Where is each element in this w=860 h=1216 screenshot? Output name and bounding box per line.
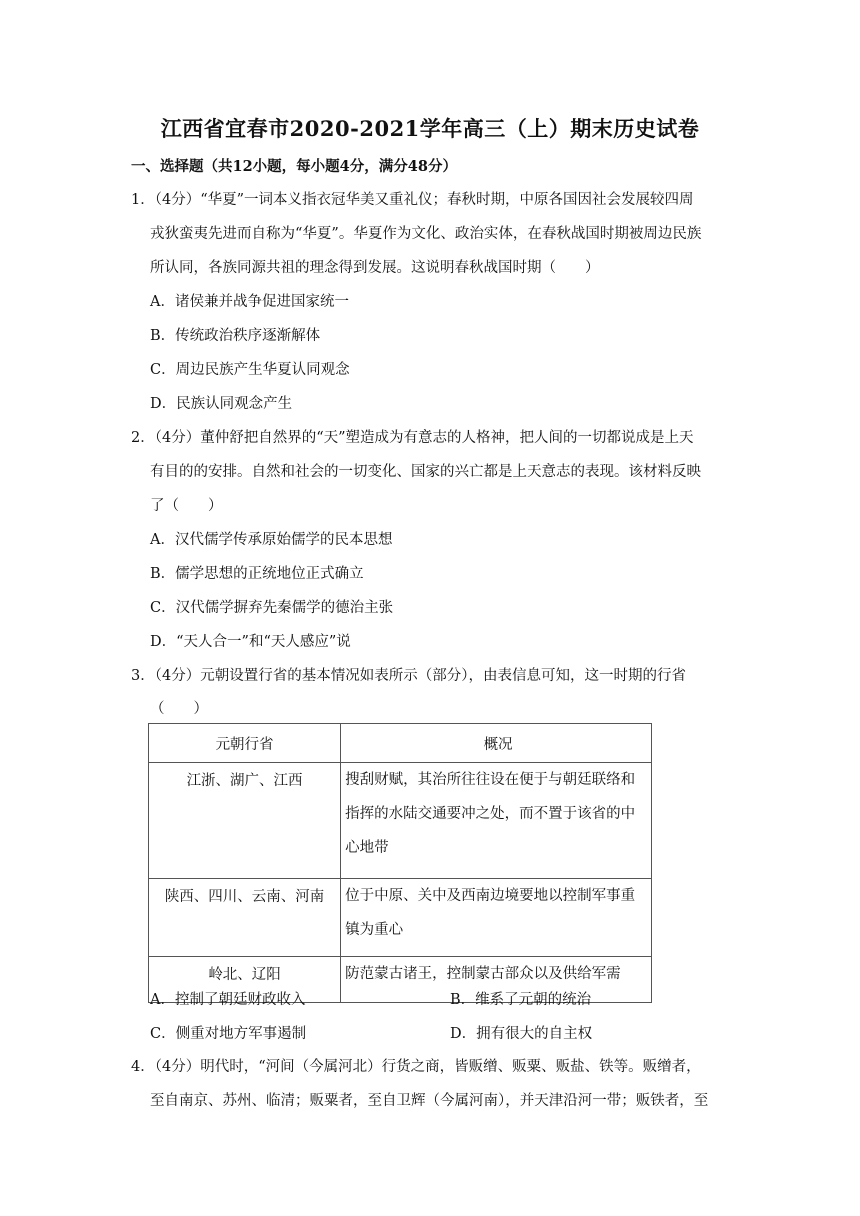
table-cell-region: 岭北、辽阳 xyxy=(149,957,341,1003)
question-4-line-2: 至自南京、苏州、临清；贩粟者，至自卫辉（今属河南），并天津沿河一带；贩铁者，至 xyxy=(150,1093,709,1109)
question-1-line-2: 戎狄蛮夷先进而自称为“华夏”。华夏作为文化、政治实体，在春秋战国时期被周边民族 xyxy=(150,226,702,242)
question-2-option-c[interactable]: C．汉代儒学摒弃先秦儒学的德治主张 xyxy=(150,600,394,616)
question-1-option-b[interactable]: B．传统政治秩序逐渐解体 xyxy=(150,328,321,344)
table-row xyxy=(149,879,652,957)
table-row xyxy=(149,763,652,879)
province-table xyxy=(148,723,652,1003)
question-2-line-2: 有目的的安排。自然和社会的一切变化、国家的兴亡都是上天意志的表现。该材料反映 xyxy=(150,464,701,480)
table-header-overview: 概况 xyxy=(341,724,652,763)
table-cell-desc xyxy=(341,879,652,957)
question-3-option-a[interactable]: A．控制了朝廷财政收入 xyxy=(150,992,306,1008)
desc-line: 防范蒙古诸王，控制蒙古部众以及供给军需 xyxy=(345,966,621,982)
desc-line: 心地带 xyxy=(345,840,389,856)
question-3-line-1: 3．（4分）元朝设置行省的基本情况如表所示（部分），由表信息可知，这一时期的行省 xyxy=(131,668,686,684)
section-heading: 一、选择题（共12小题，每小题4分，满分48分） xyxy=(131,158,457,175)
table-header-row xyxy=(149,724,652,763)
table-cell-desc xyxy=(341,763,652,879)
question-1-line-1: 1．（4分）“华夏”一词本义指衣冠华美又重礼仪；春秋时期，中原各国因社会发展较四周 xyxy=(131,192,694,208)
question-1-option-c[interactable]: C．周边民族产生华夏认同观念 xyxy=(150,362,350,378)
desc-line: 指挥的水陆交通要冲之处，而不置于该省的中 xyxy=(345,806,636,822)
desc-line: 镇为重心 xyxy=(345,922,404,938)
question-2-line-1: 2．（4分）董仲舒把自然界的“天”塑造成为有意志的人格神，把人间的一切都说成是上天 xyxy=(131,430,694,446)
question-3-option-b[interactable]: B．维系了元朝的统治 xyxy=(450,992,592,1008)
table-cell-region: 陕西、四川、云南、河南 xyxy=(149,879,341,957)
table-header-province: 元朝行省 xyxy=(149,724,341,763)
question-1-option-d[interactable]: D．民族认同观念产生 xyxy=(150,396,293,412)
question-2-line-3: 了（ ） xyxy=(150,498,223,514)
question-3-option-c[interactable]: C．侧重对地方军事遏制 xyxy=(150,1026,307,1042)
question-4-line-1: 4．（4分）明代时，“河间（今属河北）行货之商，皆贩缯、贩粟、贩盐、铁等。贩缯者， xyxy=(131,1059,701,1075)
desc-line: 搜刮财赋，其治所往往设在便于与朝廷联络和 xyxy=(345,772,636,788)
question-1-option-a[interactable]: A．诸侯兼并战争促进国家统一 xyxy=(150,294,349,310)
question-2-option-b[interactable]: B．儒学思想的正统地位正式确立 xyxy=(150,566,364,582)
question-2-option-d[interactable]: D．“天人合一”和“天人感应”说 xyxy=(150,634,351,650)
exam-title: 江西省宜春市2020-2021学年高三（上）期末历史试卷 xyxy=(160,116,700,141)
question-3-option-d[interactable]: D．拥有很大的自主权 xyxy=(450,1026,593,1042)
desc-line: 位于中原、关中及西南边境要地以控制军事重 xyxy=(345,888,636,904)
question-1-line-3: 所认同，各族同源共祖的理念得到发展。这说明春秋战国时期（ ） xyxy=(150,260,600,276)
table-cell-region: 江浙、湖广、江西 xyxy=(149,763,341,879)
question-2-option-a[interactable]: A．汉代儒学传承原始儒学的民本思想 xyxy=(150,532,393,548)
question-3-line-2: （ ） xyxy=(150,701,208,717)
